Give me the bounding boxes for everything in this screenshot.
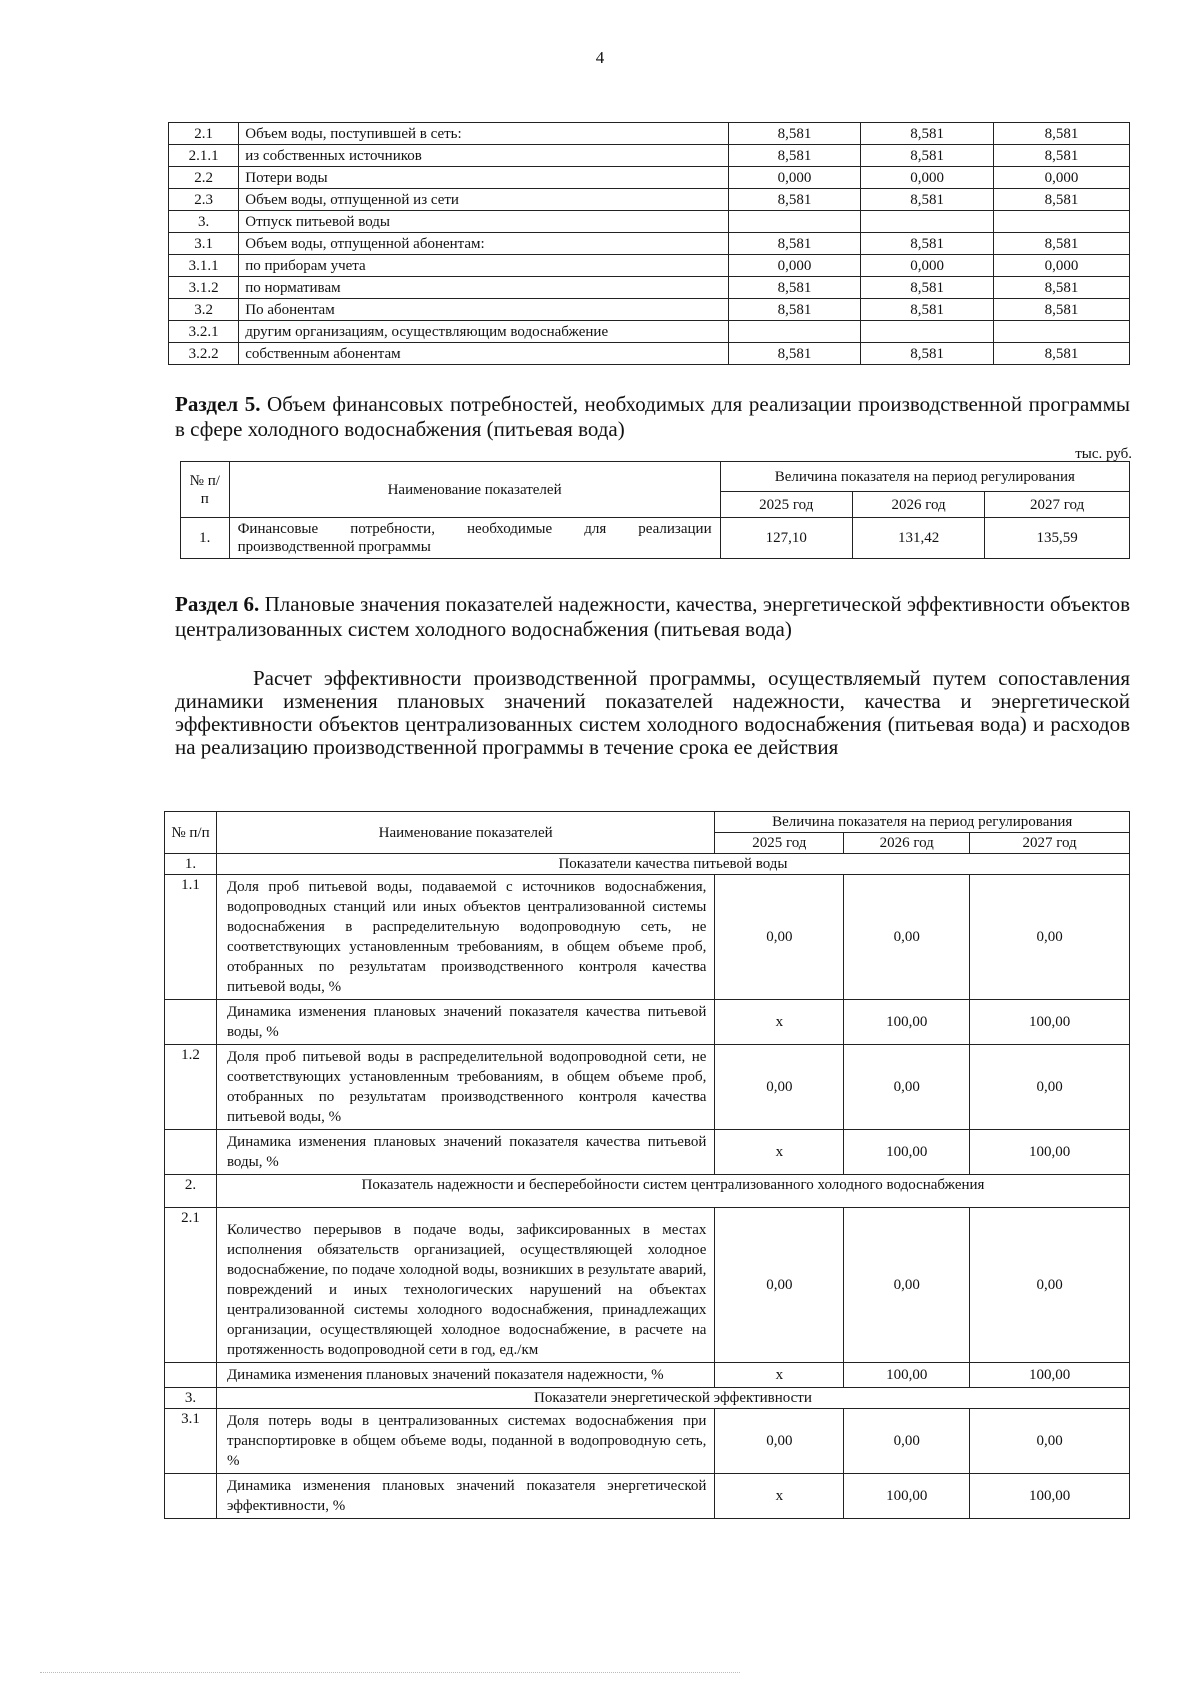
row-value-2025: х bbox=[715, 1474, 844, 1519]
row-value-2026: 0,00 bbox=[844, 875, 970, 1000]
row-value-2026: 8,581 bbox=[861, 299, 994, 321]
row-value-2025: х bbox=[715, 1130, 844, 1175]
row-num: 1. bbox=[181, 518, 230, 559]
header-name: Наименование показателей bbox=[229, 462, 720, 518]
row-name: по нормативам bbox=[239, 277, 728, 299]
table-row bbox=[169, 123, 1130, 145]
row-num: 3. bbox=[169, 211, 239, 233]
row-value-2026: 8,581 bbox=[861, 123, 994, 145]
section-5-label: Раздел 5. bbox=[175, 392, 261, 416]
row-name: Объем воды, отпущенной абонентам: bbox=[239, 233, 728, 255]
page-number: 4 bbox=[595, 48, 605, 67]
row-name: собственным абонентам bbox=[239, 343, 728, 365]
row-num: 2.2 bbox=[169, 167, 239, 189]
header-period: Величина показателя на период регулирования bbox=[715, 812, 1130, 833]
row-value-2025 bbox=[728, 321, 861, 343]
row-name: По абонентам bbox=[239, 299, 728, 321]
row-name: Динамика изменения плановых значений показателя качества питьевой воды, % bbox=[216, 1000, 714, 1045]
row-value-2026: 0,000 bbox=[861, 167, 994, 189]
row-name: Потери воды bbox=[239, 167, 728, 189]
row-value-2026 bbox=[861, 321, 994, 343]
row-value-2027: 8,581 bbox=[993, 189, 1129, 211]
row-name: другим организациям, осуществляющим водоснабжение bbox=[239, 321, 728, 343]
section-num: 2. bbox=[165, 1175, 217, 1208]
table-row bbox=[169, 167, 1130, 189]
section-row bbox=[165, 1388, 1130, 1409]
row-value-2027: 0,00 bbox=[970, 1208, 1130, 1363]
header-year-2027: 2027 год bbox=[985, 492, 1130, 518]
header-period: Величина показателя на период регулирования bbox=[720, 462, 1129, 492]
row-num: 1.1 bbox=[165, 875, 217, 1000]
row-value-2025: 0,00 bbox=[715, 875, 844, 1000]
row-num: 3.2.2 bbox=[169, 343, 239, 365]
row-num: 3.2.1 bbox=[169, 321, 239, 343]
row-value-2027 bbox=[993, 211, 1129, 233]
section-heading: Показатель надежности и бесперебойности систем централизованного холодного водоснабжения bbox=[216, 1175, 1129, 1208]
section-row bbox=[165, 1175, 1130, 1208]
row-value-2027: 100,00 bbox=[970, 1474, 1130, 1519]
indicators-table bbox=[164, 811, 1130, 1519]
row-value-2027: 0,00 bbox=[970, 1045, 1130, 1130]
section-5-title bbox=[175, 392, 1130, 442]
row-num: 3.1 bbox=[169, 233, 239, 255]
row-value-2027: 100,00 bbox=[970, 1000, 1130, 1045]
row-name: Доля проб питьевой воды, подаваемой с источников водоснабжения, водопроводных станций или иных объектов централизованной системы водоснабжения в распределительную водопроводную сеть, не соответствующих установленным требованиям, в общем объеме проб, отобранных по результатам производственного контроля качества питьевой воды, % bbox=[216, 875, 714, 1000]
section-num: 1. bbox=[165, 854, 217, 875]
row-value-2027: 135,59 bbox=[985, 518, 1130, 559]
row-value-2025 bbox=[728, 211, 861, 233]
row-num: 1.2 bbox=[165, 1045, 217, 1130]
row-value-2027 bbox=[993, 321, 1129, 343]
row-value-2026: 8,581 bbox=[861, 233, 994, 255]
table-row bbox=[165, 1409, 1130, 1474]
table-row bbox=[181, 518, 1130, 559]
row-value-2027: 8,581 bbox=[993, 145, 1129, 167]
row-value-2025: 8,581 bbox=[728, 299, 861, 321]
row-value-2026: 0,00 bbox=[844, 1208, 970, 1363]
row-value-2025: 0,00 bbox=[715, 1409, 844, 1474]
row-value-2027: 0,00 bbox=[970, 875, 1130, 1000]
header-year-2025: 2025 год bbox=[720, 492, 852, 518]
table-row bbox=[165, 1130, 1130, 1175]
section-6-title-text: Плановые значения показателей надежности, качества, энергетической эффективности объектов централизованных систем холодного водоснабжения (питьевая вода) bbox=[175, 592, 1130, 641]
row-value-2025: 8,581 bbox=[728, 343, 861, 365]
financial-needs-table bbox=[180, 461, 1130, 559]
header-year-2026: 2026 год bbox=[844, 833, 970, 854]
table-row bbox=[169, 321, 1130, 343]
row-value-2025: 8,581 bbox=[728, 277, 861, 299]
header-year-2027: 2027 год bbox=[970, 833, 1130, 854]
table-row bbox=[165, 875, 1130, 1000]
row-value-2027: 8,581 bbox=[993, 123, 1129, 145]
section-heading: Показатели качества питьевой воды bbox=[216, 854, 1129, 875]
row-value-2027: 0,00 bbox=[970, 1409, 1130, 1474]
row-value-2025: 0,000 bbox=[728, 255, 861, 277]
row-value-2025: 8,581 bbox=[728, 145, 861, 167]
row-value-2025: 0,000 bbox=[728, 167, 861, 189]
table-row bbox=[165, 1208, 1130, 1363]
row-name: Доля потерь воды в централизованных системах водоснабжения при транспортировке в общем объеме воды, поданной в водопроводную сеть, % bbox=[216, 1409, 714, 1474]
row-value-2027: 0,000 bbox=[993, 167, 1129, 189]
row-value-2025: 0,00 bbox=[715, 1045, 844, 1130]
row-num: 2.1.1 bbox=[169, 145, 239, 167]
section-5-title-text: Объем финансовых потребностей, необходимых для реализации производственной программы в сфере холодного водоснабжения (питьевая вода) bbox=[175, 392, 1130, 441]
table-row bbox=[169, 189, 1130, 211]
table-row bbox=[165, 1474, 1130, 1519]
row-value-2026: 8,581 bbox=[861, 277, 994, 299]
row-name: Объем воды, отпущенной из сети bbox=[239, 189, 728, 211]
row-value-2025: 127,10 bbox=[720, 518, 852, 559]
row-value-2025: х bbox=[715, 1363, 844, 1388]
row-value-2026: 8,581 bbox=[861, 343, 994, 365]
row-name: Финансовые потребности, необходимые для реализации производственной программы bbox=[229, 518, 720, 559]
row-value-2027: 8,581 bbox=[993, 299, 1129, 321]
row-value-2025: х bbox=[715, 1000, 844, 1045]
row-name: Динамика изменения плановых значений показателя надежности, % bbox=[216, 1363, 714, 1388]
row-value-2027: 8,581 bbox=[993, 277, 1129, 299]
header-year-2025: 2025 год bbox=[715, 833, 844, 854]
table-row bbox=[169, 343, 1130, 365]
section-heading: Показатели энергетической эффективности bbox=[216, 1388, 1129, 1409]
section-6-label: Раздел 6. bbox=[175, 592, 260, 616]
row-value-2026 bbox=[861, 211, 994, 233]
row-value-2025: 8,581 bbox=[728, 189, 861, 211]
table-row bbox=[169, 145, 1130, 167]
row-value-2025: 8,581 bbox=[728, 233, 861, 255]
row-value-2026: 8,581 bbox=[861, 145, 994, 167]
row-value-2025: 8,581 bbox=[728, 123, 861, 145]
row-name: Доля проб питьевой воды в распределительной водопроводной сети, не соответствующих установленным требованиям, в общем объеме проб, отобранных по результатам производственного контроля качества питьевой воды, % bbox=[216, 1045, 714, 1130]
row-value-2026: 0,000 bbox=[861, 255, 994, 277]
row-name: Отпуск питьевой воды bbox=[239, 211, 728, 233]
row-num: 3.1.2 bbox=[169, 277, 239, 299]
section-6-body-text: Расчет эффективности производственной программы, осуществляемый путем сопоставления динамики изменения плановых значений показателей надежности, качества и энергетической эффективности объектов централизованных систем холодного водоснабжения (питьевая вода) и расходов на реализацию производственной программы в течение срока ее действия bbox=[175, 666, 1130, 759]
row-name: Объем воды, поступившей в сеть: bbox=[239, 123, 728, 145]
row-num: 2.1 bbox=[165, 1208, 217, 1363]
table-row bbox=[169, 299, 1130, 321]
row-num: 3.1 bbox=[165, 1409, 217, 1474]
section-num: 3. bbox=[165, 1388, 217, 1409]
section-row bbox=[165, 854, 1130, 875]
section-6-title bbox=[175, 592, 1130, 642]
table-row bbox=[165, 1363, 1130, 1388]
row-name: Динамика изменения плановых значений показателя энергетической эффективности, % bbox=[216, 1474, 714, 1519]
row-value-2026: 0,00 bbox=[844, 1045, 970, 1130]
table-row bbox=[165, 1000, 1130, 1045]
row-num: 3.2 bbox=[169, 299, 239, 321]
row-value-2026: 131,42 bbox=[852, 518, 984, 559]
row-value-2026: 8,581 bbox=[861, 189, 994, 211]
table-row bbox=[169, 277, 1130, 299]
row-value-2027: 0,000 bbox=[993, 255, 1129, 277]
table-row bbox=[169, 233, 1130, 255]
row-num: 2.1 bbox=[169, 123, 239, 145]
row-value-2027: 8,581 bbox=[993, 343, 1129, 365]
row-value-2025: 0,00 bbox=[715, 1208, 844, 1363]
row-value-2027: 8,581 bbox=[993, 233, 1129, 255]
header-num: № п/п bbox=[165, 812, 217, 854]
header-year-2026: 2026 год bbox=[852, 492, 984, 518]
header-name: Наименование показателей bbox=[216, 812, 714, 854]
row-name: по приборам учета bbox=[239, 255, 728, 277]
row-value-2026: 100,00 bbox=[844, 1363, 970, 1388]
table-row bbox=[169, 255, 1130, 277]
row-value-2026: 100,00 bbox=[844, 1130, 970, 1175]
scan-artifact-line bbox=[40, 1672, 740, 1673]
row-num: 3.1.1 bbox=[169, 255, 239, 277]
unit-label: тыс. руб. bbox=[1075, 446, 1132, 462]
row-value-2026: 0,00 bbox=[844, 1409, 970, 1474]
row-value-2027: 100,00 bbox=[970, 1363, 1130, 1388]
row-num: 2.3 bbox=[169, 189, 239, 211]
row-name: из собственных источников bbox=[239, 145, 728, 167]
table-row bbox=[165, 1045, 1130, 1130]
row-value-2026: 100,00 bbox=[844, 1000, 970, 1045]
row-value-2027: 100,00 bbox=[970, 1130, 1130, 1175]
row-value-2026: 100,00 bbox=[844, 1474, 970, 1519]
water-balance-table bbox=[168, 122, 1130, 365]
row-name: Количество перерывов в подаче воды, зафиксированных в местах исполнения обязательств организацией, осуществляющей холодное водоснабжение, по подаче холодной воды, возникших в результате аварий, повреждений и иных технологических нарушений на объектах централизованной системы холодного водоснабжения, принадлежащих организации, осуществляющей холодное водоснабжение, в расчете на протяженность водопроводной сети в год, ед./км bbox=[216, 1208, 714, 1363]
table-row bbox=[169, 211, 1130, 233]
row-name: Динамика изменения плановых значений показателя качества питьевой воды, % bbox=[216, 1130, 714, 1175]
header-num: № п/п bbox=[181, 462, 230, 518]
